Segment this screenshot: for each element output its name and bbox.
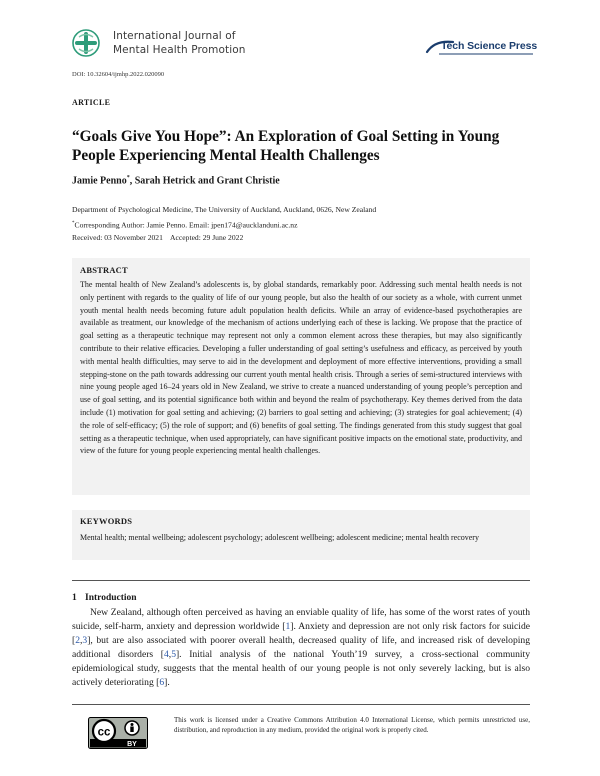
author-rest: , Sarah Hetrick and Grant Christie <box>129 175 280 187</box>
citation-separator: , <box>168 648 172 660</box>
citation-link[interactable]: 2 <box>75 634 80 646</box>
citation-separator: , <box>80 634 83 646</box>
journal-name <box>113 29 246 57</box>
license-text: This work is licensed under a Creative Commons Attribution 4.0 International License, which permits unrestricted use, distribution, and reproduction in any medium, provided the original work is properly cited. <box>174 716 530 735</box>
intro-text-2: ]. Anxiety and depression are not only risk factors for suicide [ <box>72 620 531 646</box>
section-number: 1 <box>72 593 77 603</box>
citation-link[interactable]: 4 <box>163 648 169 660</box>
corresponding-author-text[interactable]: Corresponding Author: Jamie Penno. Email: jpen174@aucklanduni.ac.nz <box>74 220 298 230</box>
journal-name-line1: International Journal of <box>113 30 236 42</box>
keywords-heading: KEYWORDS <box>80 516 133 526</box>
corresponding-author <box>72 218 376 232</box>
abstract-heading: ABSTRACT <box>80 265 128 275</box>
citation-link[interactable]: 6 <box>159 676 165 688</box>
journal-logo-icon <box>71 28 101 58</box>
intro-text-4: ]. Initial analysis of the national Youth’19 survey, a cross-sectional community epidemiological study, suggests that the mental health of our young people is not only severely lacking, but is also actively deteriorating [ <box>72 648 531 688</box>
doi[interactable]: DOI: 10.32604/ijmhp.2022.020090 <box>72 71 165 78</box>
publisher-name: Tech Science Press <box>441 40 538 52</box>
intro-text-3: ], but are also associated with poorer overall health, decreased quality of life, and increased risk of developing additional disorders [ <box>72 634 530 660</box>
corresponding-author-mark: * <box>72 221 75 226</box>
citation-link[interactable]: 5 <box>171 648 176 660</box>
intro-text-1: New Zealand, although often perceived as having an enviable quality of life, has some of the worst rates of youth suicide, self-harm, anxiety and depression worldwide [ <box>72 607 530 632</box>
section-divider <box>72 580 530 581</box>
cc-by-license-icon[interactable] <box>88 717 148 749</box>
intro-paragraph <box>72 606 530 689</box>
authors <box>72 175 280 186</box>
keywords-text: Mental health; mental wellbeing; adolescent psychology; adolescent wellbeing; adolescent medicine; mental health recovery <box>80 533 479 542</box>
citation-link[interactable]: 3 <box>82 634 88 646</box>
affiliation-block <box>72 204 376 246</box>
cc-badge-text: cc <box>97 726 111 739</box>
journal-name-line2: Mental Health Promotion <box>113 44 246 56</box>
section-title: Introduction <box>85 593 137 603</box>
dates: Received: 03 November 2021 Accepted: 29 June 2022 <box>72 233 244 242</box>
article-type: ARTICLE <box>72 98 111 107</box>
license-divider <box>72 704 530 705</box>
abstract-text: The mental health of New Zealand’s adolescents is, by global standards, remarkably poor. Addressing such mental health needs is not only pertinent with regards to the quality of life of our young people, but also the health of our society as a whole, with current unmet youth mental health needs becoming future adult population health deficits. While an array of evidence-based psychotherapies are available as treatment, our knowledge of the mechanism of actions underlying each of these is lacking. We propose that the practice of goal setting as a therapeutic technique may represent not only a common element across these therapies, but may also significantly contribute to their relative efficacies. Developing a fuller understanding of goal setting’s usefulness and efficacy, as perceived by youth with mental health difficulties, may serve to aid in the development and deployment of more effective interventions, providing a small stepping-stone on the path towards addressing our current youth mental health crisis. Through a series of semi-structured interviews with nine young people aged 16–24 years old in New Zealand, we strive to create a nuanced understanding of young people’s perception and use of goal setting, and its potential significance both within and beyond the realm of psychotherapy. Key themes derived from the data include (1) motivation for goal setting and achieving; (2) barriers to goal setting and achieving; (3) strategies for goal achievement; (4) the role of self-efficacy; (5) the role of support; and (6) benefits of goal setting. The findings generated from this study suggest that goal setting as a therapeutic technique, when used appropriately, can have significant positive impacts on the emotional state, productivity, and view of the future for young people experiencing mental health challenges. <box>80 280 522 456</box>
author-first[interactable]: Jamie Penno <box>72 175 127 187</box>
by-badge-text: BY <box>127 741 137 748</box>
section-heading <box>72 593 137 603</box>
citation-link[interactable]: 1 <box>285 620 291 632</box>
intro-text-5: ]. <box>164 676 170 688</box>
corresponding-mark: * <box>126 175 130 181</box>
paper-title: “Goals Give You Hope”: An Exploration of Goal Setting in Young People Experiencing Mental Health Challenges <box>72 128 500 164</box>
affiliation: Department of Psychological Medicine, The University of Auckland, Auckland, 0626, New Zealand <box>72 205 377 214</box>
